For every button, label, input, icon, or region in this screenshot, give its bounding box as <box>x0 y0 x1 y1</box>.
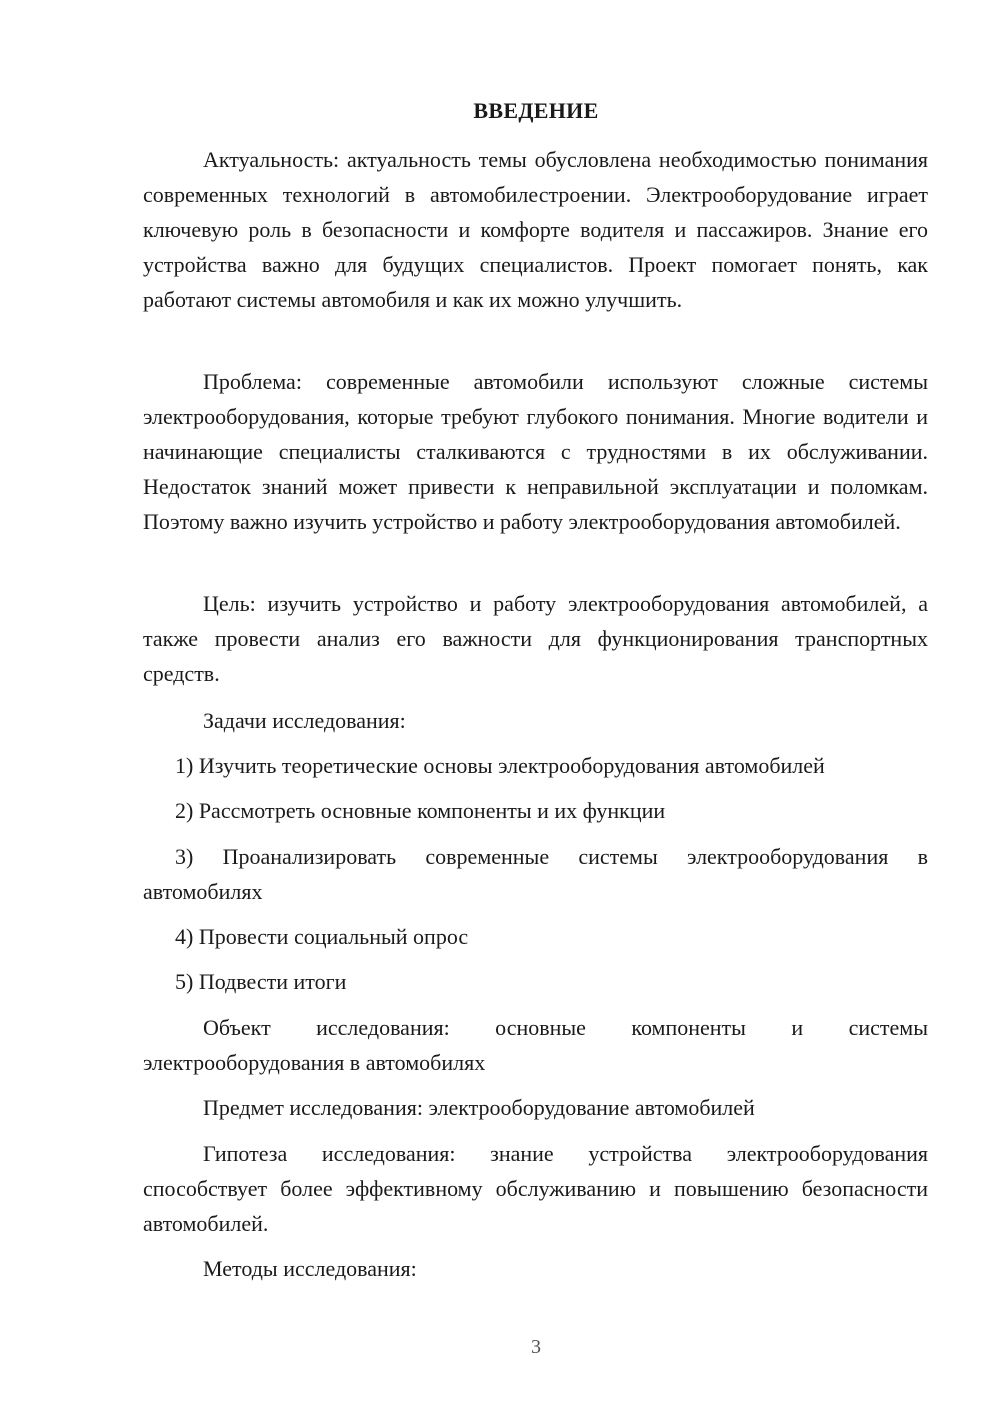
page-title: ВВЕДЕНИЕ <box>473 98 599 123</box>
paragraph-relevance: Актуальность: актуальность темы обусловлена необходимостью понимания современных технологий в автомобилестроении. Электрооборудование играет ключевую роль в безопасности и комфорте водителя и пассажиров. Знание его устройства важно для будущих специалистов. Проект помогает понять, как работают системы автомобиля и как их можно улучшить. <box>143 147 928 312</box>
paragraph-hypothesis: Гипотеза исследования: знание устройства электрооборудования способствует более эффективному обслуживанию и повышению безопасности автомобилей. <box>143 1141 928 1236</box>
paragraph-subject: Предмет исследования: электрооборудование автомобилей <box>203 1095 755 1120</box>
page-number: 3 <box>531 1336 541 1358</box>
task-item-3: 3) Проанализировать современные системы электрооборудования в автомобилях <box>143 844 928 904</box>
task-item-2: 2) Рассмотреть основные компоненты и их функции <box>175 798 666 823</box>
paragraph-problem: Проблема: современные автомобили используют сложные системы электрооборудования, которые требуют глубокого понимания. Многие водители и начинающие специалисты сталкиваются с трудностями в их обслуживании. Недостаток знаний может привести к неправильной эксплуатации и поломкам. Поэтому важно изучить устройство и работу электрооборудования автомобилей. <box>143 369 928 534</box>
task-item-4: 4) Провести социальный опрос <box>175 924 469 949</box>
tasks-title: Задачи исследования: <box>203 708 406 733</box>
paragraph-goal: Цель: изучить устройство и работу электрооборудования автомобилей, а также провести анализ его важности для функционирования транспортных средств. <box>143 591 928 686</box>
methods-title: Методы исследования: <box>203 1256 417 1281</box>
task-item-1: 1) Изучить теоретические основы электрооборудования автомобилей <box>175 753 825 778</box>
task-item-5: 5) Подвести итоги <box>175 969 347 994</box>
paragraph-object: Объект исследования: основные компоненты и системы электрооборудования в автомобилях <box>143 1015 928 1075</box>
